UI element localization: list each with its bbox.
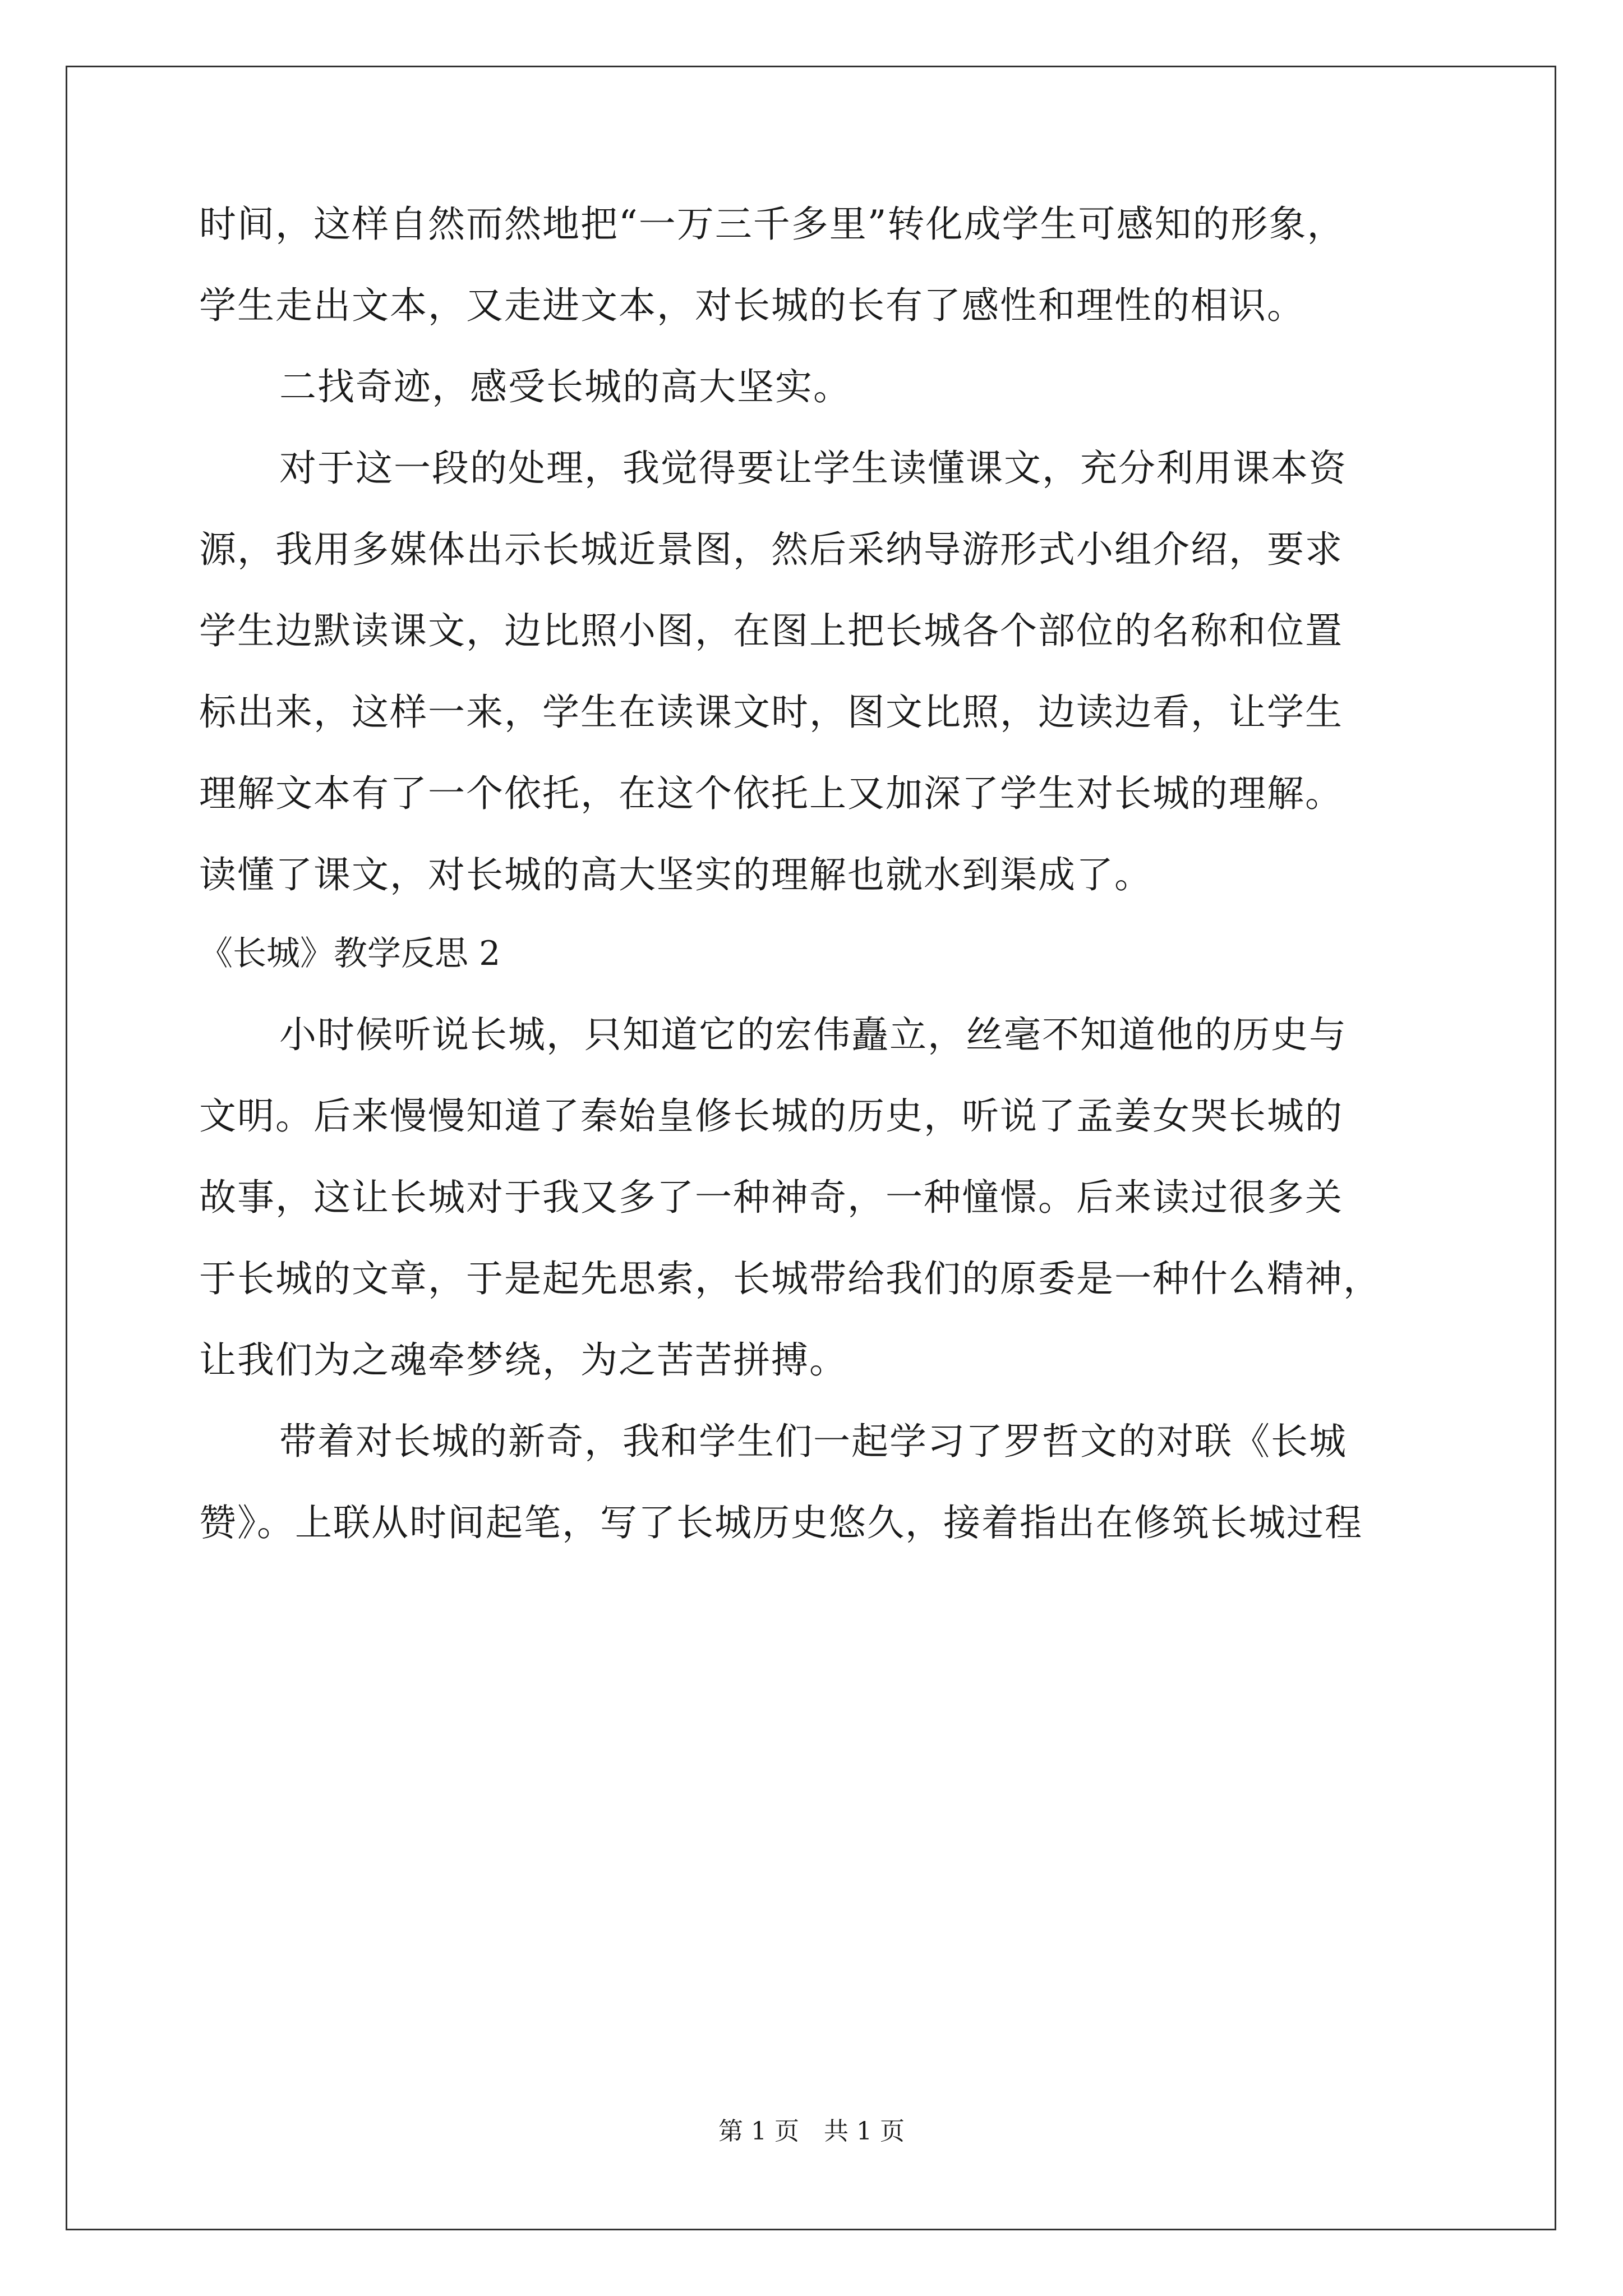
text-line: 标出来，这样一来，学生在读课文时，图文比照，边读边看，让学生 [199, 691, 1343, 734]
text-line: 源，我用多媒体出示长城近景图，然后采纳导游形式小组介绍，要求 [199, 528, 1343, 571]
text-line: 对于这一段的处理，我觉得要让学生读懂课文，充分利用课本资 [279, 447, 1347, 490]
text-line: 学生走出文本，又走进文本，对长城的长有了感性和理性的相识。 [199, 284, 1305, 327]
text-line: 让我们为之魂牵梦绕，为之苦苦拼搏。 [199, 1338, 847, 1382]
text-line: 理解文本有了一个依托，在这个依托上又加深了学生对长城的理解。 [199, 772, 1343, 815]
text-line: 带着对长城的新奇，我和学生们一起学习了罗哲文的对联《长城 [279, 1420, 1347, 1463]
section-heading: 《长城》教学反思 2 [199, 934, 501, 973]
text-line: 于长城的文章，于是起先思索，长城带给我们的原委是一种什么精神， [199, 1257, 1381, 1300]
text-line: 学生边默读课文，边比照小图，在图上把长城各个部位的名称和位置 [199, 609, 1343, 652]
page-footer: 第 1 页 共 1 页 [718, 2117, 905, 2146]
text-line: 二找奇迹，感受长城的高大坚实。 [279, 365, 851, 408]
text-line: 小时候听说长城，只知道它的宏伟矗立，丝毫不知道他的历史与 [279, 1013, 1347, 1056]
text-line: 故事，这让长城对于我又多了一种神奇，一种憧憬。后来读过很多关 [199, 1176, 1343, 1219]
text-line: 文明。后来慢慢知道了秦始皇修长城的历史，听说了孟姜女哭长城的 [199, 1094, 1343, 1138]
text-line: 时间，这样自然而然地把“一万三千多里”转化成学生可感知的形象， [199, 203, 1345, 246]
text-line: 读懂了课文，对长城的高大坚实的理解也就水到渠成了。 [199, 853, 1152, 896]
text-line: 赞》。上联从时间起笔，写了长城历史悠久，接着指出在修筑长城过程 [199, 1501, 1363, 1544]
